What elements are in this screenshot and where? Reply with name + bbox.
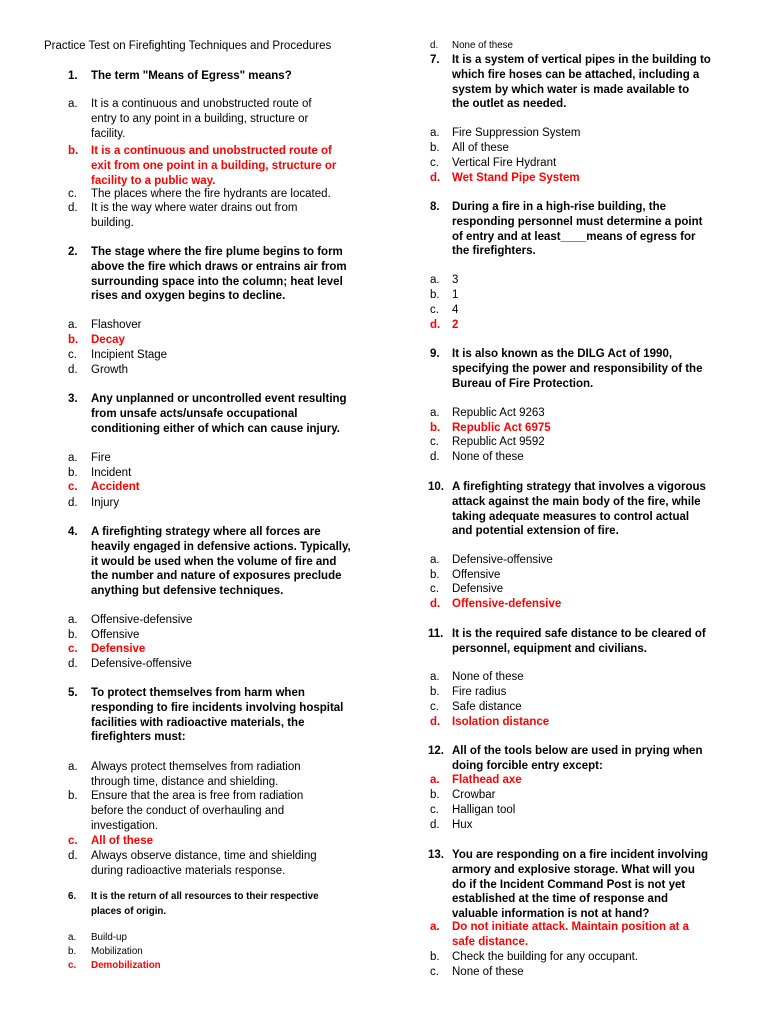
question-text-line: conditioning either of which can cause injury. <box>91 422 340 435</box>
answer-option-line: It is a continuous and unobstructed route of <box>91 98 312 110</box>
answer-option-correct-line: facility to a public way. <box>91 174 216 187</box>
question-text <box>452 53 711 112</box>
question-number: 9. <box>430 348 440 360</box>
answer-option-letter: c. <box>68 349 77 361</box>
question-text <box>452 848 708 922</box>
question-text-line: established at the time of response and <box>452 893 668 906</box>
answer-option <box>91 657 192 672</box>
answer-option <box>452 670 524 685</box>
question-text-line: During a fire in a high-rise building, the <box>452 201 667 213</box>
answer-option-correct-line: 2 <box>452 319 459 331</box>
question-text-line: specifying the power and responsibility of the <box>452 362 703 375</box>
question-number: 1. <box>68 70 78 82</box>
question-number: 8. <box>430 201 440 213</box>
answer-option-line: Fire <box>91 452 111 464</box>
answer-option-line: Safe distance <box>452 701 522 713</box>
question-text-line: it would be used when the volume of fire and <box>91 555 337 568</box>
question-number: 4. <box>68 526 78 538</box>
answer-option-letter: d. <box>68 850 78 862</box>
question-text-line: of entry and at least____means of egress for <box>452 230 696 243</box>
answer-option-line: Check the building for any occupant. <box>452 951 639 963</box>
answer-option-correct <box>91 642 145 657</box>
answer-option-correct <box>452 421 551 436</box>
answer-option-correct-line: Accident <box>91 481 140 493</box>
question-text-line: It is the required safe distance to be cleared of <box>452 628 706 640</box>
answer-option-letter: b. <box>68 946 77 957</box>
answer-option <box>91 931 127 945</box>
answer-option <box>452 685 506 700</box>
question-text-line: It is also known as the DILG Act of 1990, <box>452 348 673 360</box>
answer-option-letter: b. <box>430 569 440 581</box>
question-text-line: facilities with radioactive materials, the <box>91 716 305 729</box>
answer-option-line: Defensive-offensive <box>452 554 553 566</box>
answer-option-letter: d. <box>68 658 78 670</box>
answer-option-letter: b. <box>68 790 78 802</box>
question-text-line: responding to fire incidents involving hospital <box>91 701 344 714</box>
answer-option-correct-line: Demobilization <box>91 960 161 971</box>
answer-option <box>91 363 128 378</box>
answer-option <box>452 803 515 818</box>
answer-option <box>452 126 580 141</box>
question-text-line: A firefighting strategy where all forces are <box>91 526 321 538</box>
answer-option-line: None of these <box>452 671 524 683</box>
question-text-line: above the fire which draws or entrains air from <box>91 260 347 273</box>
answer-option-letter: c. <box>430 966 439 978</box>
answer-option-line: Crowbar <box>452 789 496 801</box>
answer-option-letter-correct: a. <box>430 774 440 786</box>
answer-option-line: Defensive-offensive <box>91 658 192 670</box>
answer-option-letter: d. <box>68 364 78 376</box>
answer-option-letter: a. <box>430 407 440 419</box>
question-text-line: from unsafe acts/unsafe occupational <box>91 407 298 420</box>
answer-option <box>452 582 503 597</box>
answer-option-correct-line: Isolation distance <box>452 716 550 728</box>
answer-option-letter-correct: c. <box>68 481 78 493</box>
answer-option-correct-line: Defensive <box>91 643 146 655</box>
answer-option-letter: b. <box>68 629 78 641</box>
answer-option-correct <box>91 959 161 973</box>
question-text <box>91 890 319 919</box>
answer-option-letter: c. <box>430 436 439 448</box>
question-text <box>91 686 343 745</box>
answer-option-letter: b. <box>430 951 440 963</box>
question-text-line: A firefighting strategy that involves a vigorous <box>452 481 706 493</box>
answer-option <box>452 950 638 965</box>
question-text <box>452 627 706 657</box>
answer-option-line: Growth <box>91 364 129 376</box>
answer-option-letter-correct: c. <box>68 835 78 847</box>
answer-option <box>452 553 553 568</box>
question-text-line: To protect themselves from harm when <box>91 687 305 699</box>
answer-option <box>91 760 301 790</box>
answer-option <box>452 450 524 465</box>
question-text <box>91 69 292 84</box>
question-number: 6. <box>68 891 77 902</box>
answer-option-correct-line: Do not initiate attack. Maintain position at a <box>452 921 690 933</box>
answer-option-letter: d. <box>68 497 78 509</box>
answer-option-line: Fire Suppression System <box>452 127 581 139</box>
answer-option-letter-correct: b. <box>430 422 441 434</box>
answer-option-letter: b. <box>430 789 440 801</box>
question-text-line: places of origin. <box>91 905 167 917</box>
document-title: Practice Test on Firefighting Techniques and Procedures <box>44 40 332 52</box>
answer-option-line: Always protect themselves from radiation <box>91 761 301 773</box>
answer-option-correct-line: exit from one point in a building, structure or <box>91 159 337 172</box>
question-text-line: do if the Incident Command Post is not yet <box>452 878 686 891</box>
question-text-line: The stage where the fire plume begins to form <box>91 246 343 258</box>
answer-option-letter: d. <box>430 40 439 51</box>
answer-option-correct-line: Republic Act 6975 <box>452 422 551 434</box>
question-text-line: doing forcible entry except: <box>452 759 603 772</box>
answer-option <box>91 789 303 833</box>
answer-option-letter-correct: d. <box>430 716 441 728</box>
answer-option-letter: d. <box>68 202 78 214</box>
answer-option-correct-line: Offensive-defensive <box>452 598 562 610</box>
answer-option-letter-correct: d. <box>430 598 441 610</box>
answer-option-line: Always observe distance, time and shielding <box>91 850 317 862</box>
question-text-line: attack against the main body of the fire, while <box>452 495 701 508</box>
question-number: 7. <box>430 54 440 66</box>
answer-option-letter: c. <box>68 188 77 200</box>
answer-option <box>452 435 545 450</box>
question-text-line: It is the return of all resources to their respective <box>91 891 319 902</box>
answer-option <box>91 201 297 231</box>
answer-option <box>91 348 167 363</box>
answer-option-correct <box>91 834 153 849</box>
answer-option <box>452 406 545 421</box>
answer-option-correct <box>91 144 336 188</box>
answer-option <box>452 288 458 303</box>
answer-option <box>91 97 312 141</box>
answer-option-line: Incipient Stage <box>91 349 168 361</box>
answer-option <box>91 849 317 879</box>
answer-option-letter-correct: d. <box>430 172 441 184</box>
answer-option-correct <box>452 171 580 186</box>
question-text-line: heavily engaged in defensive actions. Typically, <box>91 540 351 553</box>
answer-option-line: None of these <box>452 451 524 463</box>
answer-option-line: Fire radius <box>452 686 507 698</box>
question-number: 13. <box>428 849 444 861</box>
answer-option-line: None of these <box>452 966 524 978</box>
answer-option <box>91 466 131 481</box>
question-text-line: personnel, equipment and civilians. <box>452 642 647 655</box>
answer-option-line: Ensure that the area is free from radiation <box>91 790 304 802</box>
answer-option-line: Flashover <box>91 319 142 331</box>
question-number: 2. <box>68 246 78 258</box>
answer-option-correct-line: Wet Stand Pipe System <box>452 172 580 184</box>
question-text <box>452 200 702 259</box>
answer-option-line: building. <box>91 216 134 229</box>
question-text-line: The term "Means of Egress" means? <box>91 70 292 82</box>
answer-option-correct <box>452 773 522 788</box>
answer-option-correct <box>91 333 125 348</box>
question-text <box>452 480 706 539</box>
answer-option-correct-line: safe distance. <box>452 935 529 948</box>
answer-option-letter: a. <box>68 761 78 773</box>
answer-option-line: investigation. <box>91 819 159 832</box>
answer-option-correct-line: It is a continuous and unobstructed route of <box>91 145 332 157</box>
question-text-line: It is a system of vertical pipes in the building to <box>452 54 711 66</box>
answer-option <box>452 273 458 288</box>
answer-option <box>91 945 143 959</box>
question-text-line: taking adequate measures to control actual <box>452 510 690 523</box>
question-text-line: system by which water is made available to <box>452 83 690 96</box>
answer-option-line: before the conduct of overhauling and <box>91 804 285 817</box>
answer-option-letter: d. <box>430 451 440 463</box>
question-number: 10. <box>428 481 444 493</box>
answer-option-letter: d. <box>430 819 440 831</box>
answer-option-letter: c. <box>430 804 439 816</box>
question-text-line: responding personnel must determine a point <box>452 215 703 228</box>
answer-option-letter: c. <box>430 304 439 316</box>
answer-option-letter: c. <box>430 583 439 595</box>
answer-option <box>91 613 192 628</box>
question-number: 12. <box>428 745 444 757</box>
answer-option-correct <box>452 597 561 612</box>
question-number: 11. <box>428 628 444 640</box>
answer-option <box>452 141 509 156</box>
answer-option-line: 3 <box>452 274 459 286</box>
answer-option <box>91 496 119 511</box>
answer-option-correct <box>452 920 689 950</box>
answer-option-letter: a. <box>68 98 78 110</box>
answer-option-correct-line: Decay <box>91 334 125 346</box>
answer-option-line: The places where the fire hydrants are located. <box>91 188 331 200</box>
answer-option-letter: a. <box>430 127 440 139</box>
answer-option-correct-line: Flathead axe <box>452 774 522 786</box>
answer-option-line: Defensive <box>452 583 504 595</box>
answer-option-letter: a. <box>430 274 440 286</box>
answer-option <box>91 318 142 333</box>
answer-option-line: Offensive-defensive <box>91 614 193 626</box>
answer-option-line: Hux <box>452 819 473 831</box>
answer-option-line: Incident <box>91 467 132 479</box>
answer-option-letter: a. <box>68 452 78 464</box>
answer-option-letter: a. <box>430 671 440 683</box>
answer-option <box>91 628 139 643</box>
answer-option-letter-correct: c. <box>68 960 77 971</box>
answer-option-line: 1 <box>452 289 459 301</box>
answer-option: None of these <box>452 40 514 51</box>
answer-option-line: Injury <box>91 497 120 509</box>
answer-option-letter: a. <box>68 932 77 943</box>
answer-option-line: Republic Act 9592 <box>452 436 545 448</box>
question-text-line: valuable information is not at hand? <box>452 908 650 921</box>
answer-option-correct <box>452 715 549 730</box>
answer-option <box>452 303 458 318</box>
answer-option-line: All of these <box>452 142 509 154</box>
answer-option-letter-correct: b. <box>68 334 79 346</box>
answer-option-line: 4 <box>452 304 459 316</box>
answer-option-correct-line: All of these <box>91 835 153 847</box>
answer-option-line: Vertical Fire Hydrant <box>452 157 557 169</box>
question-text-line: rises and oxygen begins to decline. <box>91 290 286 303</box>
answer-option-letter-correct: d. <box>430 319 441 331</box>
question-text-line: which fire hoses can be attached, including a <box>452 68 700 81</box>
answer-option <box>452 965 524 980</box>
question-text <box>452 347 702 391</box>
answer-option-letter: a. <box>68 614 78 626</box>
answer-option <box>452 818 472 833</box>
answer-option-line: Republic Act 9263 <box>452 407 545 419</box>
question-text-line: the outlet as needed. <box>452 98 567 111</box>
question-text-line: the firefighters. <box>452 245 536 258</box>
answer-option-letter: b. <box>68 467 78 479</box>
answer-option-line: facility. <box>91 127 126 140</box>
question-text-line: You are responding on a fire incident involving <box>452 849 709 861</box>
question-number: 3. <box>68 393 78 405</box>
question-text-line: surrounding space into the column; heat level <box>91 275 343 288</box>
answer-option-line: during radioactive materials response. <box>91 864 286 877</box>
answer-option-line: Halligan tool <box>452 804 516 816</box>
answer-option <box>91 187 331 202</box>
answer-option-letter: b. <box>430 686 440 698</box>
answer-option-letter: a. <box>430 554 440 566</box>
question-text <box>91 392 347 436</box>
question-text-line: and potential extension of fire. <box>452 525 619 538</box>
answer-option-correct <box>452 318 458 333</box>
answer-option <box>452 568 500 583</box>
answer-option-letter: b. <box>430 289 440 301</box>
answer-option-letter: c. <box>430 701 439 713</box>
answer-option-letter: b. <box>430 142 440 154</box>
answer-option-line: It is the way where water drains out from <box>91 202 298 214</box>
question-text-line: the number and nature of exposures preclude <box>91 570 342 583</box>
question-text-line: All of the tools below are used in prying when <box>452 745 703 757</box>
answer-option-correct <box>91 480 140 495</box>
question-text-line: anything but defensive techniques. <box>91 585 284 598</box>
answer-option-line: Mobilization <box>91 946 143 957</box>
answer-option-line: through time, distance and shielding. <box>91 775 279 788</box>
answer-option-letter-correct: a. <box>430 921 440 933</box>
answer-option-letter-correct: c. <box>68 643 78 655</box>
answer-option <box>452 788 495 803</box>
answer-option <box>452 156 556 171</box>
answer-option-line: Offensive <box>91 629 140 641</box>
answer-option-letter: a. <box>68 319 78 331</box>
answer-option-letter-correct: b. <box>68 145 79 157</box>
answer-option-letter: c. <box>430 157 439 169</box>
question-text <box>91 525 351 599</box>
question-text <box>452 744 702 774</box>
question-text <box>91 245 347 304</box>
question-text-line: Bureau of Fire Protection. <box>452 377 594 390</box>
question-text-line: firefighters must: <box>91 731 186 744</box>
question-text-line: armory and explosive storage. What will you <box>452 863 695 876</box>
answer-option-line: Offensive <box>452 569 501 581</box>
question-number: 5. <box>68 687 78 699</box>
question-text-line: Any unplanned or uncontrolled event resulting <box>91 393 347 405</box>
answer-option <box>452 700 522 715</box>
answer-option <box>91 451 111 466</box>
answer-option-line: Build-up <box>91 932 127 943</box>
answer-option-line: entry to any point in a building, structure or <box>91 112 309 125</box>
